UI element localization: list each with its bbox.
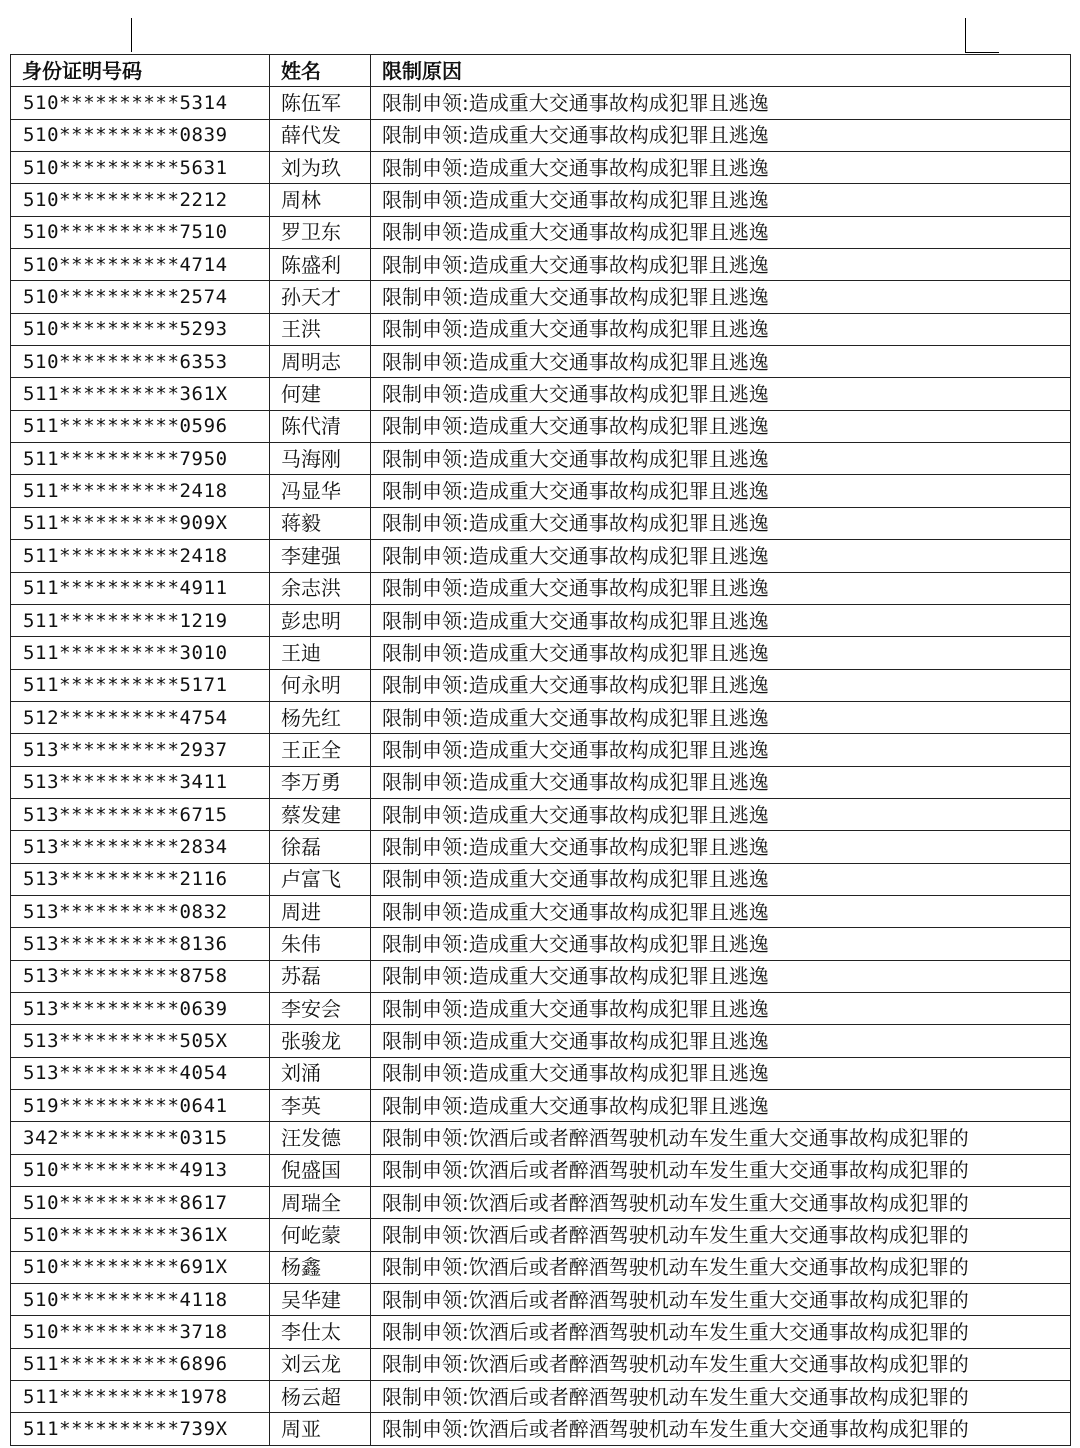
restriction-reason-cell: 限制申领:造成重大交通事故构成犯罪且逃逸 <box>371 184 1071 216</box>
table-row <box>11 928 1071 960</box>
restriction-table-container <box>10 54 1070 1446</box>
table-row <box>11 1413 1071 1445</box>
id-number-cell: 512**********4754 <box>11 701 270 733</box>
restriction-reason-cell: 限制申领:造成重大交通事故构成犯罪且逃逸 <box>371 992 1071 1024</box>
name-cell: 苏磊 <box>270 960 371 992</box>
id-number-cell: 513**********4054 <box>11 1057 270 1089</box>
id-number-cell: 510**********2574 <box>11 281 270 313</box>
name-cell: 陈代清 <box>270 410 371 442</box>
name-cell: 周亚 <box>270 1413 371 1445</box>
id-number-cell: 510**********5293 <box>11 313 270 345</box>
restriction-reason-cell: 限制申领:饮酒后或者醉酒驾驶机动车发生重大交通事故构成犯罪的 <box>371 1187 1071 1219</box>
restriction-reason-cell: 限制申领:饮酒后或者醉酒驾驶机动车发生重大交通事故构成犯罪的 <box>371 1316 1071 1348</box>
table-header-row <box>11 55 1071 87</box>
restriction-reason-cell: 限制申领:饮酒后或者醉酒驾驶机动车发生重大交通事故构成犯罪的 <box>371 1154 1071 1186</box>
restriction-reason-cell: 限制申领:造成重大交通事故构成犯罪且逃逸 <box>371 313 1071 345</box>
table-row <box>11 960 1071 992</box>
id-number-cell: 511**********739X <box>11 1413 270 1445</box>
restriction-reason-cell: 限制申领:造成重大交通事故构成犯罪且逃逸 <box>371 443 1071 475</box>
name-cell: 张骏龙 <box>270 1025 371 1057</box>
id-number-cell: 342**********0315 <box>11 1122 270 1154</box>
name-cell: 陈伍军 <box>270 87 371 119</box>
name-cell: 汪发德 <box>270 1122 371 1154</box>
table-row <box>11 1316 1071 1348</box>
table-row <box>11 1025 1071 1057</box>
id-number-cell: 519**********0641 <box>11 1090 270 1122</box>
name-cell: 余志洪 <box>270 572 371 604</box>
name-cell: 李英 <box>270 1090 371 1122</box>
id-number-cell: 510**********3718 <box>11 1316 270 1348</box>
id-number-cell: 511**********5171 <box>11 669 270 701</box>
name-cell: 彭忠明 <box>270 604 371 636</box>
id-number-cell: 511**********7950 <box>11 443 270 475</box>
name-cell: 何永明 <box>270 669 371 701</box>
name-cell: 王洪 <box>270 313 371 345</box>
table-row <box>11 831 1071 863</box>
table-row <box>11 1284 1071 1316</box>
table-row <box>11 281 1071 313</box>
header-restriction-reason: 限制原因 <box>371 55 1071 87</box>
id-number-cell: 513**********2937 <box>11 734 270 766</box>
restriction-reason-cell: 限制申领:造成重大交通事故构成犯罪且逃逸 <box>371 798 1071 830</box>
id-number-cell: 511**********2418 <box>11 475 270 507</box>
restriction-reason-cell: 限制申领:造成重大交通事故构成犯罪且逃逸 <box>371 734 1071 766</box>
restriction-table <box>10 54 1071 1446</box>
id-number-cell: 511**********1219 <box>11 604 270 636</box>
name-cell: 周瑞全 <box>270 1187 371 1219</box>
id-number-cell: 510**********7510 <box>11 216 270 248</box>
name-cell: 刘云龙 <box>270 1348 371 1380</box>
table-row <box>11 249 1071 281</box>
restriction-reason-cell: 限制申领:饮酒后或者醉酒驾驶机动车发生重大交通事故构成犯罪的 <box>371 1251 1071 1283</box>
id-number-cell: 510**********8617 <box>11 1187 270 1219</box>
name-cell: 薛代发 <box>270 119 371 151</box>
restriction-reason-cell: 限制申领:造成重大交通事故构成犯罪且逃逸 <box>371 216 1071 248</box>
restriction-reason-cell: 限制申领:造成重大交通事故构成犯罪且逃逸 <box>371 701 1071 733</box>
name-cell: 李安会 <box>270 992 371 1024</box>
table-row <box>11 216 1071 248</box>
table-row <box>11 475 1071 507</box>
name-cell: 卢富飞 <box>270 863 371 895</box>
table-row <box>11 346 1071 378</box>
table-row <box>11 992 1071 1024</box>
name-cell: 李万勇 <box>270 766 371 798</box>
name-cell: 周林 <box>270 184 371 216</box>
name-cell: 罗卫东 <box>270 216 371 248</box>
table-row <box>11 1154 1071 1186</box>
table-row <box>11 1219 1071 1251</box>
restriction-reason-cell: 限制申领:造成重大交通事故构成犯罪且逃逸 <box>371 831 1071 863</box>
name-cell: 周明志 <box>270 346 371 378</box>
id-number-cell: 513**********0832 <box>11 895 270 927</box>
crop-mark-left <box>131 18 132 52</box>
name-cell: 吴华建 <box>270 1284 371 1316</box>
table-row <box>11 572 1071 604</box>
name-cell: 杨鑫 <box>270 1251 371 1283</box>
id-number-cell: 510**********5631 <box>11 152 270 184</box>
id-number-cell: 511**********6896 <box>11 1348 270 1380</box>
name-cell: 陈盛利 <box>270 249 371 281</box>
table-row <box>11 443 1071 475</box>
crop-mark-right <box>965 18 966 52</box>
id-number-cell: 513**********505X <box>11 1025 270 1057</box>
restriction-reason-cell: 限制申领:饮酒后或者醉酒驾驶机动车发生重大交通事故构成犯罪的 <box>371 1381 1071 1413</box>
name-cell: 马海刚 <box>270 443 371 475</box>
id-number-cell: 510**********2212 <box>11 184 270 216</box>
name-cell: 刘涌 <box>270 1057 371 1089</box>
id-number-cell: 510**********5314 <box>11 87 270 119</box>
id-number-cell: 511**********3010 <box>11 637 270 669</box>
id-number-cell: 510**********6353 <box>11 346 270 378</box>
restriction-reason-cell: 限制申领:造成重大交通事故构成犯罪且逃逸 <box>371 960 1071 992</box>
name-cell: 王迪 <box>270 637 371 669</box>
id-number-cell: 511**********2418 <box>11 540 270 572</box>
name-cell: 蒋毅 <box>270 507 371 539</box>
restriction-reason-cell: 限制申领:造成重大交通事故构成犯罪且逃逸 <box>371 475 1071 507</box>
restriction-reason-cell: 限制申领:饮酒后或者醉酒驾驶机动车发生重大交通事故构成犯罪的 <box>371 1284 1071 1316</box>
name-cell: 李仕太 <box>270 1316 371 1348</box>
restriction-reason-cell: 限制申领:饮酒后或者醉酒驾驶机动车发生重大交通事故构成犯罪的 <box>371 1348 1071 1380</box>
restriction-reason-cell: 限制申领:造成重大交通事故构成犯罪且逃逸 <box>371 928 1071 960</box>
restriction-reason-cell: 限制申领:造成重大交通事故构成犯罪且逃逸 <box>371 87 1071 119</box>
table-row <box>11 540 1071 572</box>
table-row <box>11 87 1071 119</box>
table-row <box>11 895 1071 927</box>
restriction-reason-cell: 限制申领:造成重大交通事故构成犯罪且逃逸 <box>371 1057 1071 1089</box>
id-number-cell: 511**********0596 <box>11 410 270 442</box>
table-row <box>11 1122 1071 1154</box>
restriction-reason-cell: 限制申领:造成重大交通事故构成犯罪且逃逸 <box>371 1025 1071 1057</box>
table-row <box>11 313 1071 345</box>
id-number-cell: 511**********909X <box>11 507 270 539</box>
restriction-reason-cell: 限制申领:饮酒后或者醉酒驾驶机动车发生重大交通事故构成犯罪的 <box>371 1122 1071 1154</box>
table-row <box>11 507 1071 539</box>
name-cell: 孙天才 <box>270 281 371 313</box>
id-number-cell: 510**********691X <box>11 1251 270 1283</box>
table-body <box>11 87 1071 1445</box>
id-number-cell: 513**********3411 <box>11 766 270 798</box>
id-number-cell: 510**********4118 <box>11 1284 270 1316</box>
table-row <box>11 798 1071 830</box>
restriction-reason-cell: 限制申领:造成重大交通事故构成犯罪且逃逸 <box>371 637 1071 669</box>
table-row <box>11 669 1071 701</box>
name-cell: 蔡发建 <box>270 798 371 830</box>
header-id-number: 身份证明号码 <box>11 55 270 87</box>
restriction-reason-cell: 限制申领:造成重大交通事故构成犯罪且逃逸 <box>371 863 1071 895</box>
name-cell: 徐磊 <box>270 831 371 863</box>
restriction-reason-cell: 限制申领:造成重大交通事故构成犯罪且逃逸 <box>371 540 1071 572</box>
table-row <box>11 637 1071 669</box>
id-number-cell: 513**********0639 <box>11 992 270 1024</box>
restriction-reason-cell: 限制申领:造成重大交通事故构成犯罪且逃逸 <box>371 572 1071 604</box>
header-name: 姓名 <box>270 55 371 87</box>
table-row <box>11 1251 1071 1283</box>
id-number-cell: 513**********2834 <box>11 831 270 863</box>
table-row <box>11 1187 1071 1219</box>
id-number-cell: 513**********8136 <box>11 928 270 960</box>
restriction-reason-cell: 限制申领:造成重大交通事故构成犯罪且逃逸 <box>371 1090 1071 1122</box>
id-number-cell: 510**********4714 <box>11 249 270 281</box>
restriction-reason-cell: 限制申领:造成重大交通事故构成犯罪且逃逸 <box>371 281 1071 313</box>
name-cell: 何屹蒙 <box>270 1219 371 1251</box>
name-cell: 王正全 <box>270 734 371 766</box>
id-number-cell: 510**********361X <box>11 1219 270 1251</box>
restriction-reason-cell: 限制申领:造成重大交通事故构成犯罪且逃逸 <box>371 507 1071 539</box>
id-number-cell: 511**********1978 <box>11 1381 270 1413</box>
table-row <box>11 184 1071 216</box>
id-number-cell: 511**********361X <box>11 378 270 410</box>
restriction-reason-cell: 限制申领:造成重大交通事故构成犯罪且逃逸 <box>371 766 1071 798</box>
id-number-cell: 513**********6715 <box>11 798 270 830</box>
name-cell: 周进 <box>270 895 371 927</box>
id-number-cell: 513**********2116 <box>11 863 270 895</box>
table-row <box>11 1057 1071 1089</box>
name-cell: 何建 <box>270 378 371 410</box>
name-cell: 冯显华 <box>270 475 371 507</box>
restriction-reason-cell: 限制申领:造成重大交通事故构成犯罪且逃逸 <box>371 410 1071 442</box>
restriction-reason-cell: 限制申领:饮酒后或者醉酒驾驶机动车发生重大交通事故构成犯罪的 <box>371 1219 1071 1251</box>
table-row <box>11 119 1071 151</box>
restriction-reason-cell: 限制申领:造成重大交通事故构成犯罪且逃逸 <box>371 119 1071 151</box>
table-row <box>11 1381 1071 1413</box>
restriction-reason-cell: 限制申领:造成重大交通事故构成犯罪且逃逸 <box>371 152 1071 184</box>
id-number-cell: 513**********8758 <box>11 960 270 992</box>
table-row <box>11 863 1071 895</box>
crop-mark-right-tick <box>965 52 999 53</box>
table-row <box>11 1090 1071 1122</box>
restriction-reason-cell: 限制申领:造成重大交通事故构成犯罪且逃逸 <box>371 378 1071 410</box>
restriction-reason-cell: 限制申领:造成重大交通事故构成犯罪且逃逸 <box>371 604 1071 636</box>
table-row <box>11 1348 1071 1380</box>
restriction-reason-cell: 限制申领:饮酒后或者醉酒驾驶机动车发生重大交通事故构成犯罪的 <box>371 1413 1071 1445</box>
name-cell: 李建强 <box>270 540 371 572</box>
id-number-cell: 510**********0839 <box>11 119 270 151</box>
table-row <box>11 701 1071 733</box>
name-cell: 朱伟 <box>270 928 371 960</box>
restriction-reason-cell: 限制申领:造成重大交通事故构成犯罪且逃逸 <box>371 895 1071 927</box>
id-number-cell: 510**********4913 <box>11 1154 270 1186</box>
table-row <box>11 766 1071 798</box>
table-row <box>11 378 1071 410</box>
name-cell: 杨先红 <box>270 701 371 733</box>
name-cell: 杨云超 <box>270 1381 371 1413</box>
table-row <box>11 410 1071 442</box>
restriction-reason-cell: 限制申领:造成重大交通事故构成犯罪且逃逸 <box>371 249 1071 281</box>
name-cell: 刘为玖 <box>270 152 371 184</box>
restriction-reason-cell: 限制申领:造成重大交通事故构成犯罪且逃逸 <box>371 346 1071 378</box>
restriction-reason-cell: 限制申领:造成重大交通事故构成犯罪且逃逸 <box>371 669 1071 701</box>
name-cell: 倪盛国 <box>270 1154 371 1186</box>
id-number-cell: 511**********4911 <box>11 572 270 604</box>
table-row <box>11 734 1071 766</box>
table-row <box>11 604 1071 636</box>
table-row <box>11 152 1071 184</box>
